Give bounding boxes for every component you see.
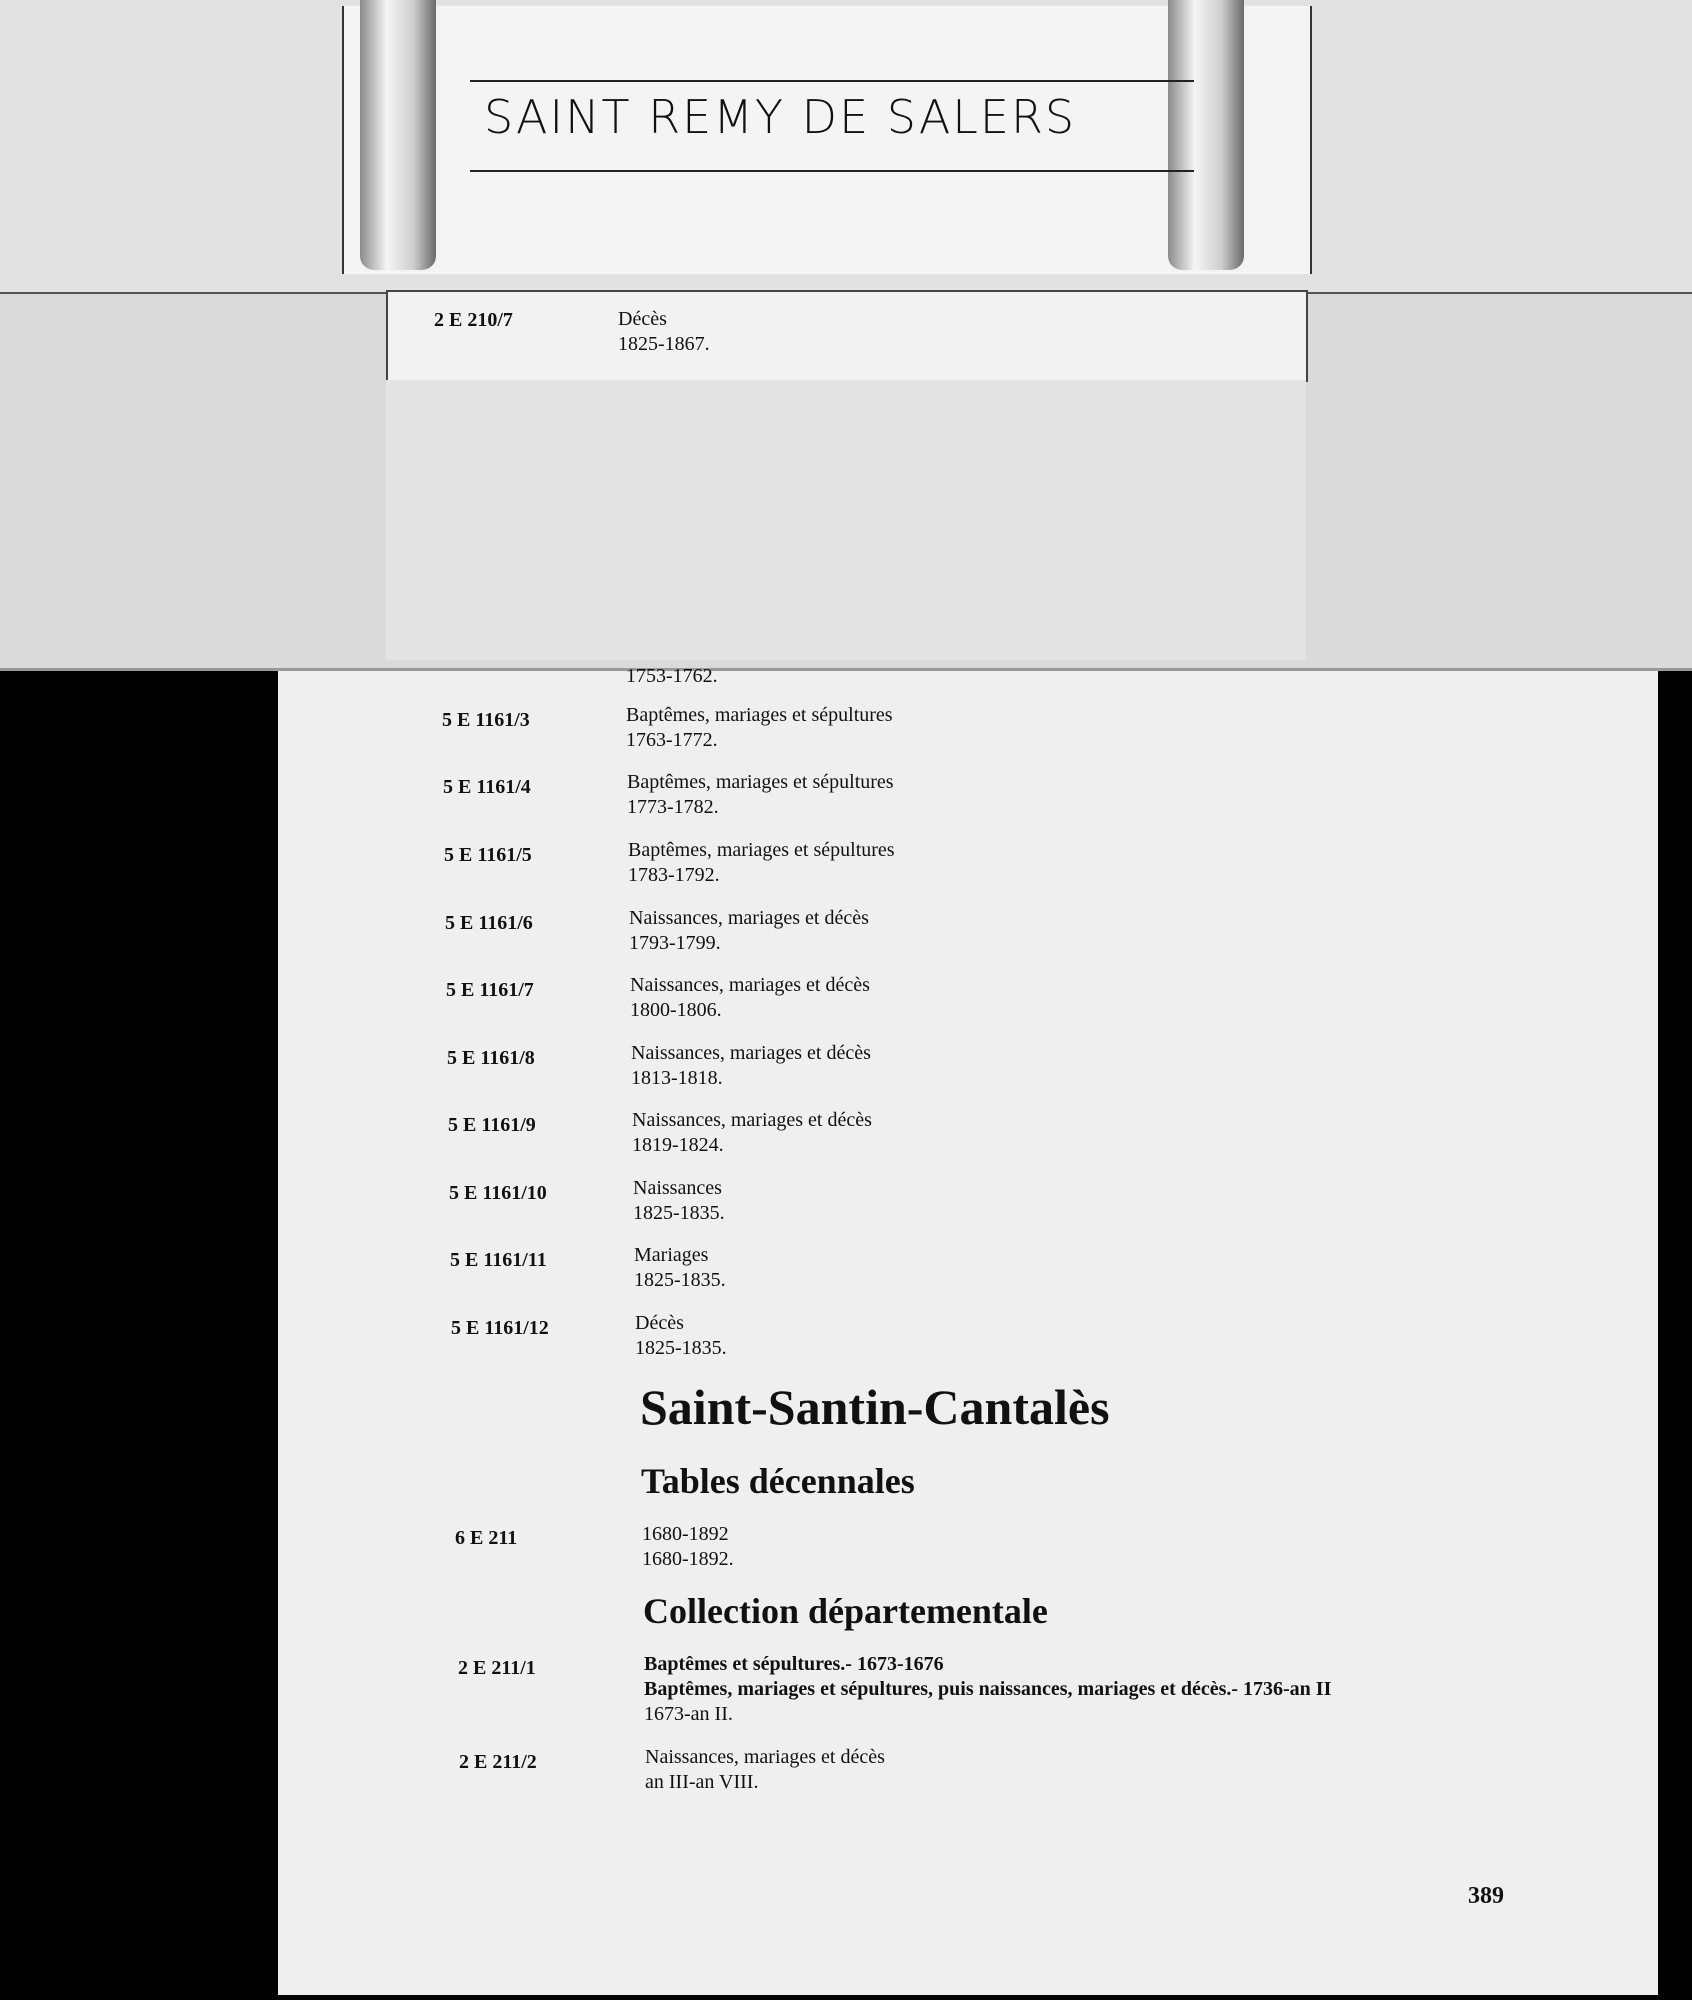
entry-dates: 1825-1835. [634, 1269, 726, 1291]
commune-heading: Saint-Santin-Cantalès [640, 1379, 1110, 1435]
entry-code: 5 E 1161/12 [451, 1317, 549, 1339]
entry-desc [629, 906, 869, 956]
top-entry-strip [386, 290, 1308, 382]
clip-right [1168, 0, 1244, 270]
collection-item-desc [644, 1652, 1331, 1727]
entry-title: Baptêmes, mariages et sépultures [626, 704, 893, 726]
top-entry-code: 2 E 210/7 [434, 309, 513, 331]
handwritten-label: SAINT REMY DE SALERS [484, 90, 1077, 144]
collection-heading: Collection départementale [643, 1591, 1048, 1631]
entry-code: 5 E 1161/6 [445, 912, 533, 934]
entry-desc [626, 703, 893, 753]
entry-desc [631, 1041, 871, 1091]
entry-code: 5 E 1161/3 [442, 709, 530, 731]
entry-code: 5 E 1161/9 [448, 1114, 536, 1136]
collection-item-line1: Naissances, mariages et décès [645, 1746, 885, 1768]
top-entry-desc [618, 307, 710, 357]
entry-title: Naissances, mariages et décès [629, 907, 869, 929]
entry-dates: 1783-1792. [628, 864, 720, 886]
entry-dates: 1793-1799. [629, 932, 721, 954]
collection-item-line1: Baptêmes et sépultures.- 1673-1676 [644, 1653, 944, 1675]
entry-title: Décès [635, 1312, 684, 1334]
entry-title: Naissances, mariages et décès [632, 1109, 872, 1131]
collection-item-line3: 1673-an II. [644, 1703, 733, 1725]
entry-dates: 1825-1835. [635, 1337, 727, 1359]
entry-desc [630, 973, 870, 1023]
entry-dates: 1763-1772. [626, 729, 718, 751]
entry-title: Naissances, mariages et décès [630, 974, 870, 996]
collection-item-desc [645, 1745, 885, 1795]
entry-desc [634, 1243, 726, 1293]
entry-code: 5 E 1161/4 [443, 776, 531, 798]
entry-title: Mariages [634, 1244, 709, 1266]
entry-dates: 1813-1818. [631, 1067, 723, 1089]
label-rule-bottom [470, 170, 1194, 172]
collection-item-line2: Baptêmes, mariages et sépultures, puis naissances, mariages et décès.- 1736-an II [644, 1678, 1332, 1700]
entry-desc [632, 1108, 872, 1158]
collection-item-line2: an III-an VIII. [645, 1771, 759, 1793]
entry-desc [628, 838, 895, 888]
page-number: 389 [1468, 1883, 1504, 1909]
tables-code: 6 E 211 [455, 1527, 518, 1549]
entry-code: 5 E 1161/8 [447, 1047, 535, 1069]
entry-dates: 1773-1782. [627, 796, 719, 818]
entry-title: Baptêmes, mariages et sépultures [627, 771, 894, 793]
entry-title: Naissances [633, 1177, 722, 1199]
entry-code: 5 E 1161/11 [450, 1249, 547, 1271]
card-lower-panel [386, 380, 1306, 660]
overlay-card [0, 0, 1692, 671]
entry-title: Baptêmes, mariages et sépultures [628, 839, 895, 861]
entry-desc [633, 1176, 725, 1226]
top-entry-title: Décès [618, 308, 667, 330]
entry-dates: 1819-1824. [632, 1134, 724, 1156]
entry-title: Naissances, mariages et décès [631, 1042, 871, 1064]
entry-desc [627, 770, 894, 820]
entry-code: 5 E 1161/7 [446, 979, 534, 1001]
collection-item-code: 2 E 211/1 [458, 1657, 536, 1679]
label-rule-top [470, 80, 1194, 82]
tables-line1: 1680-1892 [642, 1523, 729, 1545]
tables-line2: 1680-1892. [642, 1548, 734, 1570]
tables-desc [642, 1522, 734, 1572]
clip-left [360, 0, 436, 270]
entry-dates: 1800-1806. [630, 999, 722, 1021]
cut-dates: 1753-1762. [626, 665, 718, 687]
entry-code: 5 E 1161/5 [444, 844, 532, 866]
entry-code: 5 E 1161/10 [449, 1182, 547, 1204]
entry-dates: 1825-1835. [633, 1202, 725, 1224]
tables-heading: Tables décennales [641, 1461, 915, 1501]
entry-desc [635, 1311, 727, 1361]
top-entry-dates: 1825-1867. [618, 333, 710, 355]
collection-item-code: 2 E 211/2 [459, 1751, 537, 1773]
